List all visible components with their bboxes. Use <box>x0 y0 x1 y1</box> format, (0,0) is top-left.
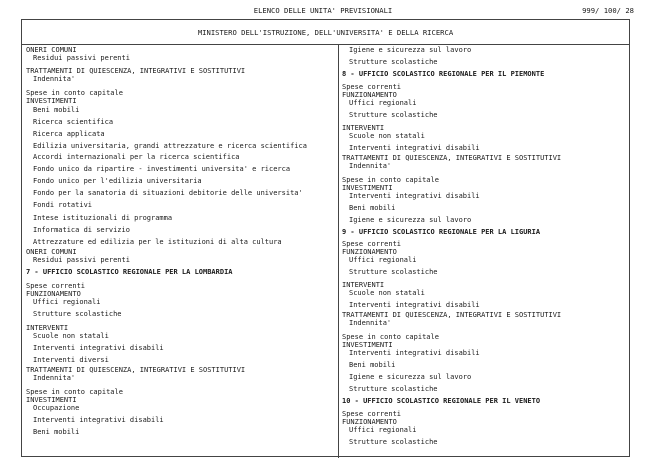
budget-item: Occupazione <box>33 404 80 412</box>
budget-item: Strutture scolastiche <box>349 268 438 276</box>
ministry-heading: MINISTERO DELL'ISTRUZIONE, DELL'UNIVERSITA' E DELLA RICERCA <box>22 20 629 45</box>
budget-item: Uffici regionali <box>349 99 417 107</box>
category-label: INVESTIMENTI <box>26 396 77 404</box>
budget-item: Interventi integrativi disabili <box>33 344 164 352</box>
category-label: INVESTIMENTI <box>26 97 77 105</box>
budget-item: Indennita' <box>33 374 76 382</box>
category-label: INVESTIMENTI <box>342 341 393 349</box>
budget-item: Strutture scolastiche <box>33 310 122 318</box>
budget-item: Indennita' <box>349 162 392 170</box>
category-label: FUNZIONAMENTO <box>342 248 397 256</box>
budget-item: Scuole non statali <box>349 289 425 297</box>
category-label: Spese correnti <box>26 282 86 290</box>
budget-item: Residui passivi perenti <box>33 54 130 62</box>
category-label: FUNZIONAMENTO <box>26 290 81 298</box>
budget-item: Fondo unico per l'edilizia universitaria <box>33 177 202 185</box>
budget-item: Interventi diversi <box>33 356 109 364</box>
budget-item: Strutture scolastiche <box>349 385 438 393</box>
category-label: INTERVENTI <box>26 324 69 332</box>
section-heading: 9 - UFFICIO SCOLASTICO REGIONALE PER LA LIGURIA <box>342 228 541 236</box>
category-label: Spese in conto capitale <box>26 388 123 396</box>
category-label: TRATTAMENTI DI QUIESCENZA, INTEGRATIVI E SOSTITUTIVI <box>26 67 246 75</box>
category-label: TRATTAMENTI DI QUIESCENZA, INTEGRATIVI E SOSTITUTIVI <box>342 154 562 162</box>
category-label: Spese correnti <box>342 83 402 91</box>
page-header <box>0 6 646 18</box>
budget-item: Scuole non statali <box>33 332 109 340</box>
budget-item: Fondo unico da ripartire - investimenti universita' e ricerca <box>33 165 291 173</box>
category-label: FUNZIONAMENTO <box>342 91 397 99</box>
category-label: INTERVENTI <box>342 281 385 289</box>
category-label: Spese correnti <box>342 240 402 248</box>
budget-item: Fondo per la sanatoria di situazioni debitorie delle universita' <box>33 189 303 197</box>
budget-item: Igiene e sicurezza sul lavoro <box>349 373 472 381</box>
budget-item: Uffici regionali <box>33 298 101 306</box>
budget-item: Interventi integrativi disabili <box>33 416 164 424</box>
budget-item: Beni mobili <box>349 204 396 212</box>
budget-item: Uffici regionali <box>349 426 417 434</box>
section-heading: 10 - UFFICIO SCOLASTICO REGIONALE PER IL VENETO <box>342 397 541 405</box>
budget-item: Indennita' <box>349 319 392 327</box>
category-label: INTERVENTI <box>342 124 385 132</box>
category-label: Spese in conto capitale <box>26 89 123 97</box>
category-label: Spese in conto capitale <box>342 176 439 184</box>
budget-item: Attrezzature ed edilizia per le istituzioni di alta cultura <box>33 238 282 246</box>
budget-item: Igiene e sicurezza sul lavoro <box>349 46 472 54</box>
category-label: TRATTAMENTI DI QUIESCENZA, INTEGRATIVI E SOSTITUTIVI <box>342 311 562 319</box>
budget-item: Strutture scolastiche <box>349 58 438 66</box>
section-heading: 8 - UFFICIO SCOLASTICO REGIONALE PER IL PIEMONTE <box>342 70 545 78</box>
left-column <box>26 46 334 436</box>
budget-item: Beni mobili <box>33 106 80 114</box>
document-table <box>21 19 630 457</box>
category-label: TRATTAMENTI DI QUIESCENZA, INTEGRATIVI E SOSTITUTIVI <box>26 366 246 374</box>
budget-item: Interventi integrativi disabili <box>349 349 480 357</box>
category-label: INVESTIMENTI <box>342 184 393 192</box>
budget-item: Residui passivi perenti <box>33 256 130 264</box>
budget-item: Fondi rotativi <box>33 201 93 209</box>
budget-item: Igiene e sicurezza sul lavoro <box>349 216 472 224</box>
column-divider <box>338 45 339 458</box>
budget-item: Ricerca scientifica <box>33 118 114 126</box>
budget-item: Strutture scolastiche <box>349 438 438 446</box>
budget-item: Strutture scolastiche <box>349 111 438 119</box>
category-label: ONERI COMUNI <box>26 248 77 256</box>
budget-item: Interventi integrativi disabili <box>349 301 480 309</box>
budget-item: Beni mobili <box>349 361 396 369</box>
category-label: Spese in conto capitale <box>342 333 439 341</box>
budget-item: Uffici regionali <box>349 256 417 264</box>
budget-item: Interventi integrativi disabili <box>349 144 480 152</box>
budget-item: Edilizia universitaria, grandi attrezzature e ricerca scientifica <box>33 142 307 150</box>
right-column <box>342 46 628 446</box>
category-label: FUNZIONAMENTO <box>342 418 397 426</box>
category-label: Spese correnti <box>342 410 402 418</box>
section-heading: 7 - UFFICIO SCOLASTICO REGIONALE PER LA LOMBARDIA <box>26 268 233 276</box>
page-number: 999/ 100/ 28 <box>582 6 634 15</box>
budget-item: Intese istituzionali di programma <box>33 214 173 222</box>
budget-item: Accordi internazionali per la ricerca scientifica <box>33 153 240 161</box>
budget-item: Informatica di servizio <box>33 226 130 234</box>
budget-item: Ricerca applicata <box>33 130 105 138</box>
budget-item: Beni mobili <box>33 428 80 436</box>
category-label: ONERI COMUNI <box>26 46 77 54</box>
budget-item: Scuole non statali <box>349 132 425 140</box>
document-title: ELENCO DELLE UNITA' PREVISIONALI <box>253 6 393 15</box>
budget-item: Indennita' <box>33 75 76 83</box>
budget-item: Interventi integrativi disabili <box>349 192 480 200</box>
